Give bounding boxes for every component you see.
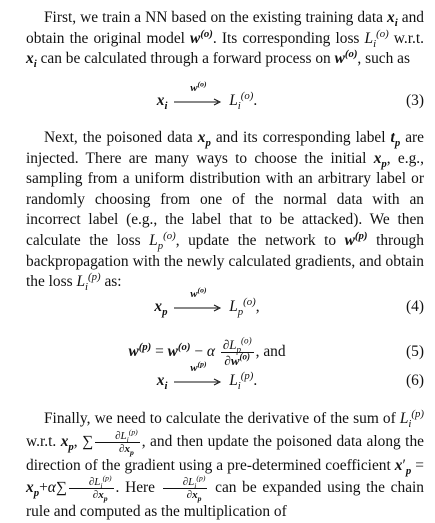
fraction-sum-grad: $\frac{\partial L_i^{(p)}}{\partial x_p}$ (95, 430, 140, 455)
p1-text-3: . Its corresponding loss (212, 29, 360, 47)
math-xp-3: $x_p$ (60, 432, 74, 453)
fraction-grad: $\frac{\partial L_i^{(p)}}{\partial x_p}$ (163, 476, 208, 501)
p3-text-5: can be expanded using the chain rule and computed as the multiplication of (26, 479, 424, 520)
math-xi: $x_i$ (387, 9, 398, 30)
p1-text-5: can be calculated through a forward process on (40, 50, 331, 68)
math-Lp-o: $L_p^{(o)}$ (149, 229, 176, 253)
arrow-icon: $w^{(p)}$ (174, 374, 222, 388)
paragraph-1 (26, 8, 424, 70)
p3-text-3: , and then update the poisoned data along the direction of the gradient using a pre-determined coefficient (26, 432, 424, 474)
p2-text-4: e.g., sampling from a uniform distribution with an arbitrary label or randomly choosing from one of the normal data with an incorrect label (e.g., the label that to be attacked). We then calculate the loss (26, 149, 424, 249)
equation-number-5: (5) (406, 343, 424, 360)
p2-text-2: and its corresponding label (215, 129, 386, 146)
math-tp: $t_p$ (390, 129, 401, 150)
math-xp: $x_p$ (197, 129, 211, 150)
math-w-o-2: $w^{(o)}$ (334, 48, 358, 68)
paragraph-2: Next, the poisoned data $x_p$ and its corresponding label $t_p$ are injected. There are many ways to choose the initial $x_p$, e.g., sampling from a uniform distribution with an arbitrary label or randomly choosing from one of the normal data with an incorrect label (e.g., the label that to be attacked). We then calculate the loss $L_p^{(o)}$, update the network to $w^{(p)}$ through backpropagation with the newly calculated gradients, and obtain the loss $L_i^{(p)}$ as: (26, 129, 424, 294)
p2-text-7: as: (104, 273, 122, 291)
fraction-dL-dw: $\frac{\partial L_p^{(o)}}{\partial w^{(o)}}$ (222, 335, 252, 368)
p3-text-4: . Here (115, 479, 155, 497)
paragraph-3: Finally, we need to calculate the derivative of the sum of $L_i^{(p)}$ w.r.t. $x_p$, ∑ $\frac{\partial L_i^{(p)}}{\partial x_p}$ , and then update the poisoned data along the direction of the gradient using a pre-determined coefficient $x'_p = x_p+\alpha\sum$ $\frac{\partial L_i^{(p)}}{\partial x_p}$ . Here $\frac{\partial L_i^{(p)}}{\partial x_p}$ can be expanded using the chain rule and computed as the multiplication of (26, 407, 424, 520)
math-Li-p: $L_i^{(p)}$ (76, 271, 101, 294)
p2-text-3: are injected. There are many ways to choose the initial (26, 129, 424, 167)
math-w-o: $w^{(o)}$ (190, 27, 213, 47)
math-Li-o: $L_i^{(o)}$ (364, 27, 389, 50)
p1-text-1: First, we train a NN based on the existing training data (44, 9, 383, 26)
p3-text-1: Finally, we need to calculate the derivative of the sum of (44, 410, 396, 427)
equation-6: $x_i$ $w^{(p)}$ $L_i^{(p)}$. (6) (156, 359, 424, 393)
p2-text-1: Next, the poisoned data (44, 129, 193, 146)
p1-text-4: w.r.t. (393, 29, 424, 47)
equation-number-3: (3) (406, 92, 424, 109)
math-xi-2: $x_i$ (26, 50, 37, 71)
p2-text-6: through backpropagation with the newly calculated gradients, and obtain the loss (26, 231, 424, 291)
math-Li-p-2: $L_i^{(p)}$ (399, 407, 424, 431)
p1-text-6: , such as (357, 50, 410, 68)
p2-text-5: , update the network to (175, 231, 337, 249)
arrow-icon: $w^{(o)}$ (174, 300, 222, 314)
equation-number-4: (4) (406, 298, 424, 315)
math-update-rule: $x'_p = x_p+\alpha\sum$ $\frac{\partial L_i^{(p)}}{\partial x_p}$ (26, 456, 424, 504)
math-xp-2: $x_p$ (373, 149, 387, 170)
equation-3: $x_i$ $w^{(o)}$ $L_i^{(o)}$. (3) (156, 79, 424, 113)
math-w-p: $w^{(p)}$ (344, 229, 368, 249)
equation-5: $w^{(p)} = w^{(o)} - \alpha$ $\frac{\partial L_p^{(o)}}{\partial w^{(o)}}$ , and (5) (26, 332, 424, 372)
p1-text-2: and obtain the original model (26, 9, 424, 47)
p3-text-2: w.r.t. (26, 432, 57, 450)
arrow-icon: $w^{(o)}$ (174, 94, 222, 108)
equation-number-6: (6) (406, 372, 424, 389)
eq5-suffix: , and (255, 343, 286, 360)
equation-4: $x_p$ $w^{(o)}$ $L_p^{(o)}$, (4) (154, 285, 424, 319)
